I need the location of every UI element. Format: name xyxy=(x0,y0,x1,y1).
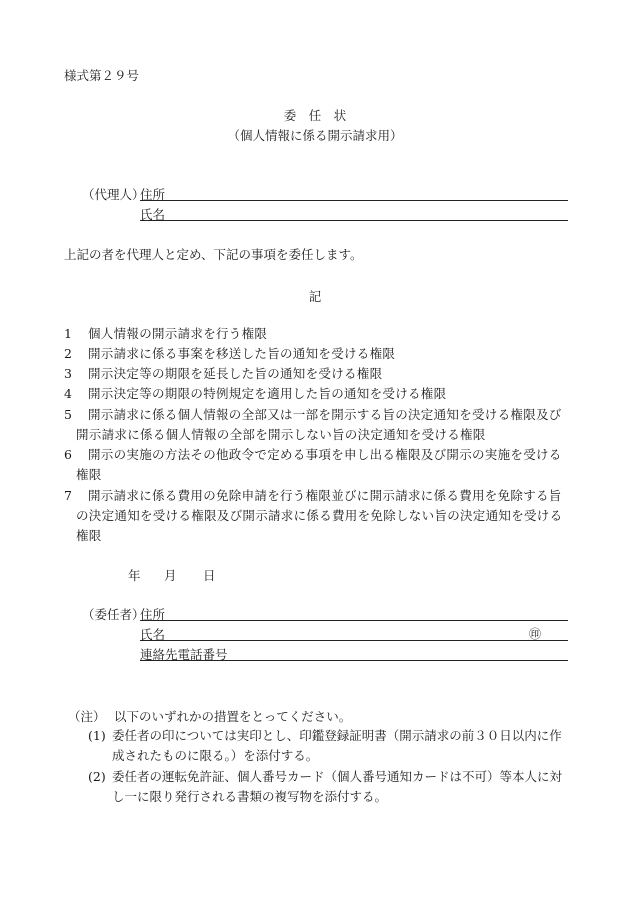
ki-heading: 記 xyxy=(308,289,322,304)
note-label: （注） xyxy=(68,709,106,724)
note-item xyxy=(88,767,572,807)
document-subtitle: （個人情報に係る開示請求用） xyxy=(227,128,403,143)
agent-address-label: 住所 xyxy=(140,187,166,202)
agent-address-line[interactable] xyxy=(140,200,568,201)
item-text: 開示決定等の期限を延長した旨の通知を受ける権限 xyxy=(88,366,383,381)
item-number: 7 xyxy=(64,488,72,503)
list-item xyxy=(64,365,570,383)
agent-name-line[interactable] xyxy=(140,220,568,221)
form-number: 様式第２９号 xyxy=(64,68,140,83)
item-number: 2 xyxy=(64,346,72,361)
item-number: 6 xyxy=(64,447,72,462)
principal-phone-label: 連絡先電話番号 xyxy=(140,647,228,662)
item-number: 3 xyxy=(64,366,72,381)
list-item xyxy=(64,486,570,546)
list-item xyxy=(64,325,570,343)
item-text: 開示請求に係る個人情報の全部又は一部を開示する旨の決定通知を受ける権限及び開示請求に係る個人情報の全部を開示しない旨の決定通知を受ける権限 xyxy=(76,407,562,442)
date-month-label: 月 xyxy=(164,568,177,583)
principal-role-label: （委任者） xyxy=(82,607,145,622)
principal-phone-line[interactable] xyxy=(140,660,568,661)
delegation-statement: 上記の者を代理人と定め、下記の事項を委任します。 xyxy=(64,247,363,262)
list-item xyxy=(64,445,570,485)
item-number: 4 xyxy=(64,386,72,401)
item-text: 開示の実施の方法その他政令で定める事項を申し出る権限及び開示の実施を受ける権限 xyxy=(76,447,562,482)
principal-address-line[interactable] xyxy=(140,620,568,621)
item-text: 開示決定等の期限の特例規定を適用した旨の通知を受ける権限 xyxy=(88,386,447,401)
item-text: 個人情報の開示請求を行う権限 xyxy=(88,326,268,341)
date-year-label: 年 xyxy=(128,568,141,583)
agent-name-label: 氏名 xyxy=(140,207,166,222)
item-text: 開示請求に係る費用の免除申請を行う権限並びに開示請求に係る費用を免除する旨の決定通知を受ける権限及び開示請求に係る費用を免除しない旨の決定通知を受ける権限 xyxy=(76,488,563,543)
note-item-text: 委任者の印については実印とし、印鑑登録証明書（開示請求の前３０日以内に作成されたものに限る。）を添付する。 xyxy=(112,728,562,763)
date-day-label: 日 xyxy=(203,568,216,583)
list-item xyxy=(64,385,570,403)
principal-name-label: 氏名 xyxy=(140,627,166,642)
seal-mark: ㊞ xyxy=(529,627,542,641)
list-item xyxy=(64,345,570,363)
agent-role-label: （代理人） xyxy=(82,187,145,202)
item-number: 1 xyxy=(64,326,72,341)
note-item-number: (1) xyxy=(88,728,106,743)
item-text: 開示請求に係る事案を移送した旨の通知を受ける権限 xyxy=(88,346,396,361)
note-item-number: (2) xyxy=(88,769,106,784)
document-title: 委 任 状 xyxy=(283,108,347,123)
note-item-text: 委任者の運転免許証、個人番号カード（個人番号通知カードは不可）等本人に対し一に限り発行される書類の複写物を添付する。 xyxy=(112,769,563,804)
principal-address-label: 住所 xyxy=(140,607,166,622)
item-number: 5 xyxy=(64,407,72,422)
note-intro: 以下のいずれかの措置をとってください。 xyxy=(114,709,352,724)
list-item xyxy=(64,405,570,445)
note-item xyxy=(88,726,572,766)
principal-name-line[interactable] xyxy=(140,640,568,641)
